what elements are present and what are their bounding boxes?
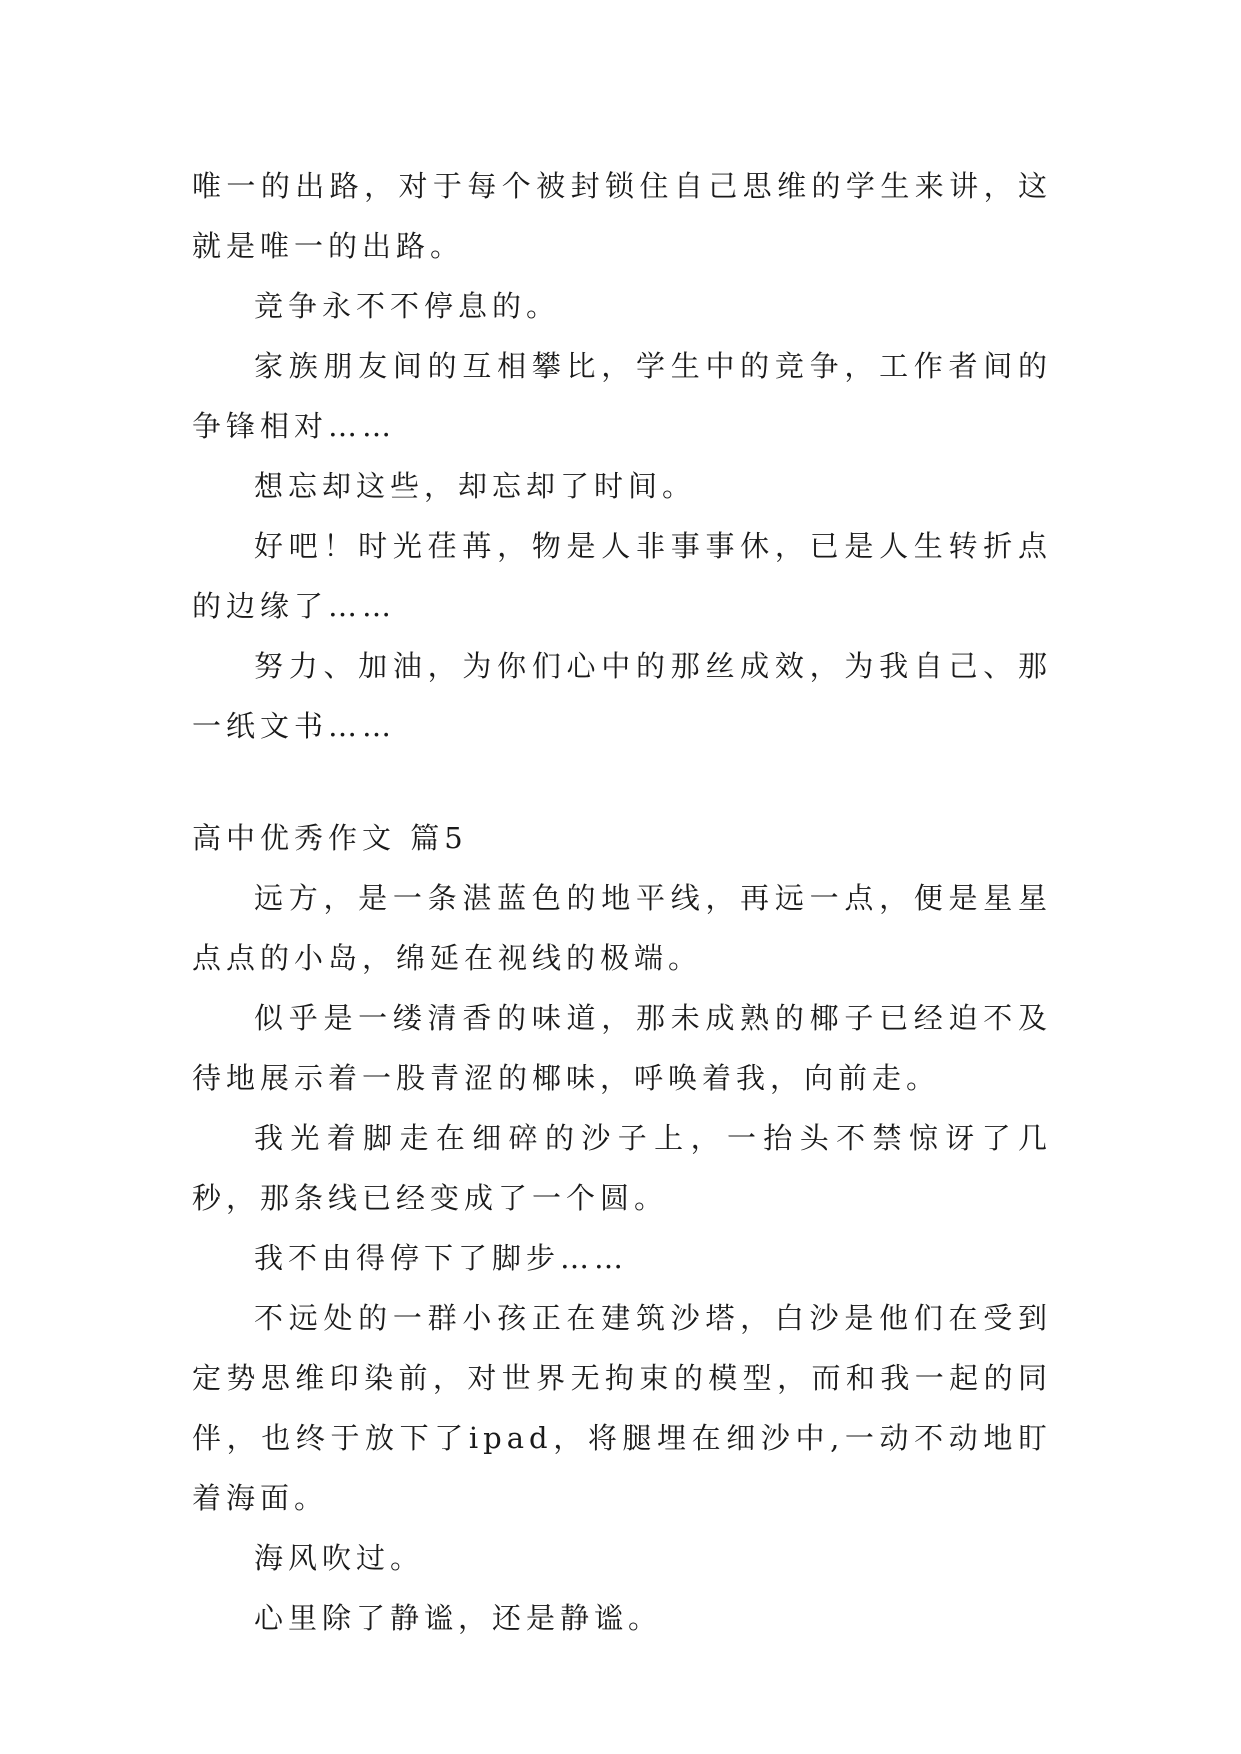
paragraph: 好吧！时光荏苒，物是人非事事休，已是人生转折点的边缘了…… [192, 529, 1052, 623]
paragraph: 心里除了静谧，还是静谧。 [254, 1601, 663, 1635]
paragraph: 海风吹过。 [254, 1541, 425, 1575]
paragraph: 竞争永不不停息的。 [254, 289, 561, 323]
document-body [192, 156, 1052, 1648]
paragraph: 努力、加油，为你们心中的那丝成效，为我自己、那一纸文书…… [192, 649, 1052, 743]
paragraph: 不远处的一群小孩正在建筑沙塔，白沙是他们在受到定势思维印染前，对世界无拘束的模型，而和我一起的同伴，也终于放下了ipad，将腿埋在细沙中,一动不动地盯着海面。 [192, 1301, 1052, 1515]
section-heading: 高中优秀作文 篇5 [192, 821, 468, 855]
paragraph: 远方，是一条湛蓝色的地平线，再远一点，便是星星点点的小岛，绵延在视线的极端。 [192, 881, 1052, 975]
paragraph: 想忘却这些，却忘却了时间。 [254, 469, 697, 503]
paragraph: 唯一的出路，对于每个被封锁住自己思维的学生来讲，这就是唯一的出路。 [192, 169, 1052, 263]
paragraph: 我光着脚走在细碎的沙子上，一抬头不禁惊讶了几秒，那条线已经变成了一个圆。 [192, 1121, 1052, 1215]
paragraph: 我不由得停下了脚步…… [254, 1241, 629, 1275]
paragraph: 家族朋友间的互相攀比，学生中的竞争，工作者间的争锋相对…… [192, 349, 1052, 443]
paragraph: 似乎是一缕清香的味道，那未成熟的椰子已经迫不及待地展示着一股青涩的椰味，呼唤着我，向前走。 [192, 1001, 1052, 1095]
